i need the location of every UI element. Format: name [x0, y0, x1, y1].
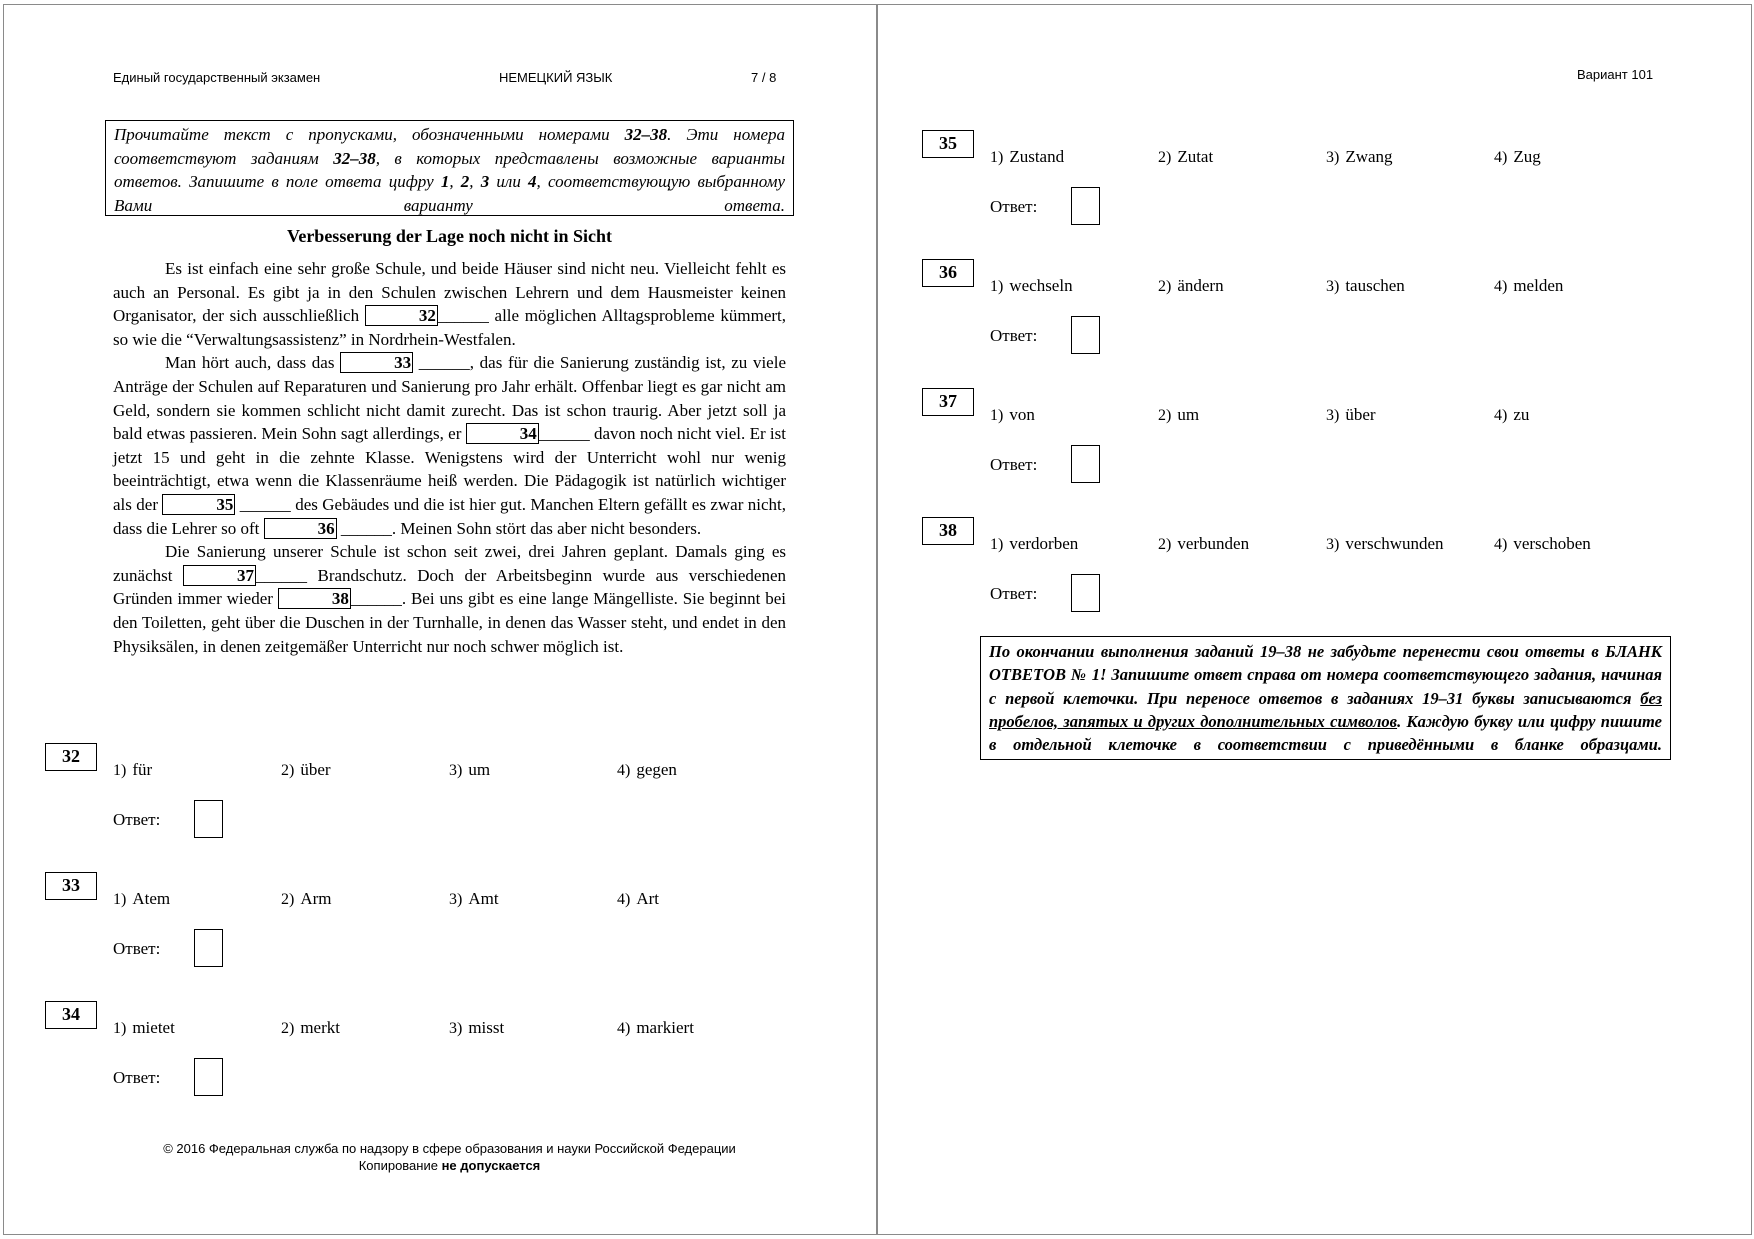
- text-run: davon noch nicht viel. Er ist jetzt 15 und geht in die zehnte Klasse. Wenigstens wird der Unterricht wohl nur wenig beeinträchtigt, etwa wenn die Klassenräume heiß werden. Die Pädagogik ist natürlich wichtiger als der: [113, 424, 786, 514]
- footer: [113, 1140, 786, 1174]
- option-text: wechseln: [1009, 276, 1073, 295]
- header-exam: Единый государственный экзамен: [113, 70, 321, 85]
- question-number: 33: [45, 872, 97, 900]
- option-text: über: [1345, 405, 1376, 424]
- instruction-text: ,: [469, 172, 481, 191]
- footer-text: Копирование: [358, 1158, 442, 1173]
- option-3[interactable]: [449, 889, 499, 909]
- paragraph: [113, 351, 786, 540]
- option-num: 4): [617, 1020, 631, 1037]
- option-3[interactable]: [1326, 147, 1393, 167]
- header-variant: Вариант 101: [1577, 67, 1654, 82]
- option-text: für: [132, 760, 153, 779]
- option-num: 2): [1158, 149, 1172, 166]
- option-num: 1): [113, 891, 127, 908]
- option-text: melden: [1513, 276, 1564, 295]
- gap-blank: ______: [418, 353, 470, 373]
- text-run: Man hört auch, dass das: [165, 353, 341, 373]
- answer-box[interactable]: [194, 800, 223, 838]
- question-number: 35: [922, 130, 974, 158]
- option-text: Zutat: [1177, 147, 1214, 166]
- option-text: verbunden: [1177, 534, 1250, 553]
- option-2[interactable]: [281, 1018, 340, 1038]
- option-1[interactable]: [113, 889, 170, 909]
- option-text: zu: [1513, 405, 1530, 424]
- option-2[interactable]: [1158, 276, 1224, 296]
- option-text: tauschen: [1345, 276, 1405, 295]
- instruction-text: , соответствующую выбранному Вами варианту ответа.: [114, 172, 785, 215]
- option-num: 3): [449, 891, 463, 908]
- option-num: 2): [1158, 278, 1172, 295]
- option-num: 1): [990, 407, 1004, 424]
- option-3[interactable]: [449, 1018, 504, 1038]
- option-num: 2): [1158, 536, 1172, 553]
- gap-blank: ______: [239, 494, 291, 514]
- option-4[interactable]: [1494, 405, 1529, 425]
- gap-number: 33: [340, 352, 413, 373]
- answer-label: Ответ:: [990, 197, 1038, 216]
- option-text: markiert: [636, 1018, 694, 1037]
- option-num: 4): [1494, 536, 1508, 553]
- paragraph: [113, 257, 786, 351]
- option-text: Art: [636, 889, 659, 908]
- option-num: 1): [990, 536, 1004, 553]
- option-text: Zwang: [1345, 147, 1393, 166]
- option-num: 3): [1326, 278, 1340, 295]
- option-num: 4): [617, 762, 631, 779]
- answer-box[interactable]: [1071, 574, 1100, 612]
- option-text: Zug: [1513, 147, 1541, 166]
- note-text: По окончании выполнения заданий 19–38 не забудьте перенести свои ответы в БЛАНК ОТВЕТОВ № 1! Запишите ответ справа от номера соответствующего задания, начиная с первой клеточки. При переносе ответов в заданиях 19–31 буквы записываются: [989, 642, 1662, 708]
- instruction-text: ,: [449, 172, 461, 191]
- footer-copy-note: [113, 1157, 786, 1174]
- option-num: 1): [113, 762, 127, 779]
- option-num: 2): [281, 1020, 295, 1037]
- option-num: 1): [990, 149, 1004, 166]
- option-text: über: [300, 760, 331, 779]
- instruction-text: или: [489, 172, 529, 191]
- option-text: verschoben: [1513, 534, 1591, 553]
- answer-label: Ответ:: [990, 584, 1038, 603]
- option-4[interactable]: [1494, 276, 1563, 296]
- option-2[interactable]: [1158, 147, 1213, 167]
- option-text: verschwunden: [1345, 534, 1444, 553]
- answer-box[interactable]: [1071, 316, 1100, 354]
- option-4[interactable]: [1494, 147, 1541, 167]
- option-num: 3): [1326, 407, 1340, 424]
- footer-copyright: © 2016 Федеральная служба по надзору в сфере образования и науки Российской Федерации: [163, 1141, 736, 1156]
- question-number: 32: [45, 743, 97, 771]
- option-text: um: [1177, 405, 1200, 424]
- option-1[interactable]: [990, 276, 1073, 296]
- question-number: 36: [922, 259, 974, 287]
- instruction-digit: 3: [480, 172, 490, 191]
- option-text: merkt: [300, 1018, 340, 1037]
- text-title: Verbesserung der Lage noch nicht in Sicht: [286, 226, 613, 246]
- gap-number: 38: [278, 588, 351, 609]
- text-run: , das für die Sanierung zuständig ist, zu viele Anträge der Schulen auf Reparaturen und Sanierung pro Jahr erhält. Offenbar liegt es gar nicht am Geld, sondern sie kommen schlicht nicht damit zurecht. Das ist schon traurig. Aber jetzt soll ja bald etwas passieren. Mein Sohn sagt allerdings, er: [113, 353, 786, 444]
- option-1[interactable]: [990, 534, 1078, 554]
- option-text: verdorben: [1009, 534, 1079, 553]
- header-page: 7 / 8: [751, 70, 777, 85]
- text-run: des Gebäudes und die ist hier gut. Manchen Eltern gefällt es zwar nicht, dass die Lehrer so oft: [113, 494, 787, 538]
- option-3[interactable]: [1326, 534, 1444, 554]
- option-num: 1): [990, 278, 1004, 295]
- instruction-digit: 1: [440, 172, 450, 191]
- option-num: 1): [113, 1020, 127, 1037]
- gap-number: 35: [162, 494, 235, 515]
- option-2[interactable]: [281, 889, 332, 909]
- option-1[interactable]: [990, 405, 1035, 425]
- option-4[interactable]: [617, 760, 677, 780]
- option-text: um: [468, 760, 491, 779]
- option-1[interactable]: [990, 147, 1064, 167]
- question-number: 38: [922, 517, 974, 545]
- gap-blank: ______: [538, 424, 590, 444]
- instruction-text: Прочитайте текст с пропусками, обозначенными номерами: [114, 125, 625, 144]
- option-text: Zustand: [1009, 147, 1065, 166]
- instruction-digit: 4: [528, 172, 537, 191]
- gap-blank: ______: [437, 306, 489, 326]
- option-num: 2): [1158, 407, 1172, 424]
- gap-blank: ______: [350, 589, 402, 609]
- option-num: 3): [1326, 149, 1340, 166]
- text-run: Die Sanierung unserer Schule ist schon seit zwei, drei Jahren geplant. Damals ging es zunächst: [113, 542, 786, 585]
- option-1[interactable]: [113, 1018, 175, 1038]
- option-2[interactable]: [1158, 405, 1199, 425]
- footer-bold: не допускается: [441, 1158, 541, 1173]
- answer-box[interactable]: [1071, 445, 1100, 483]
- answer-label: Ответ:: [113, 939, 161, 958]
- answer-label: Ответ:: [990, 326, 1038, 345]
- option-text: gegen: [636, 760, 677, 779]
- option-text: Arm: [300, 889, 332, 908]
- gap-blank: ______: [255, 565, 307, 585]
- answer-box[interactable]: [194, 929, 223, 967]
- text-run: . Bei uns gibt es eine lange Mängelliste. Sie beginnt bei den Toiletten, geht über die Duschen in der Turnhalle, in denen das Wasser steht, und endet in den Physiksälen, in denen zeitgemäßer Unterricht nur noch schwer möglich ist.: [113, 589, 786, 656]
- option-2[interactable]: [1158, 534, 1249, 554]
- gap-number: 37: [183, 565, 256, 586]
- option-4[interactable]: [1494, 534, 1591, 554]
- instruction-text: , в которых представлены возможные варианты ответов. Запишите в поле ответа цифру: [114, 148, 785, 191]
- instruction-digit: 2: [460, 172, 470, 191]
- text-run: . Meinen Sohn stört das aber nicht besonders.: [391, 518, 702, 538]
- note-text: . Каждую букву или цифру пишите в отдельной клеточке в соответствии с приведёнными в бланке образцами.: [989, 711, 1662, 755]
- question-number: 37: [922, 388, 974, 416]
- gap-number: 32: [365, 305, 438, 326]
- gap-number: 36: [264, 518, 337, 539]
- instruction-box: [105, 120, 794, 216]
- reading-text: [113, 257, 786, 658]
- option-text: von: [1009, 405, 1035, 424]
- option-3[interactable]: [1326, 405, 1376, 425]
- right-page: [876, 4, 1752, 1235]
- answer-label: Ответ:: [113, 1068, 161, 1087]
- instruction-range: 32–38: [624, 125, 668, 144]
- option-num: 2): [281, 891, 295, 908]
- option-num: 4): [1494, 149, 1508, 166]
- text-run: Brandschutz. Doch der Arbeitsbeginn wurde aus verschiedenen Gründen immer wieder: [113, 565, 786, 609]
- paragraph: [113, 540, 786, 658]
- text-run: Es ist einfach eine sehr große Schule, und beide Häuser sind nicht neu. Vielleicht fehlt es auch an Personal. Es gibt ja in den Schulen zwischen Lehrern und dem Hausmeister keinen Organisator, der sich ausschließlich: [113, 259, 786, 326]
- header-subject: НЕМЕЦКИЙ ЯЗЫК: [499, 70, 613, 85]
- answer-label: Ответ:: [990, 455, 1038, 474]
- gap-blank: ______: [340, 518, 392, 538]
- option-3[interactable]: [449, 760, 490, 780]
- option-3[interactable]: [1326, 276, 1405, 296]
- option-2[interactable]: [281, 760, 331, 780]
- answer-box[interactable]: [1071, 187, 1100, 225]
- option-4[interactable]: [617, 1018, 694, 1038]
- gap-number: 34: [466, 423, 539, 444]
- option-4[interactable]: [617, 889, 659, 909]
- option-text: Atem: [132, 889, 171, 908]
- answer-box[interactable]: [194, 1058, 223, 1096]
- note-underlined: без пробелов, запятых и других дополнительных символов: [989, 688, 1662, 731]
- option-num: 4): [617, 891, 631, 908]
- option-text: ändern: [1177, 276, 1224, 295]
- option-num: 3): [449, 762, 463, 779]
- instruction-range: 32–38: [333, 148, 376, 168]
- option-text: mietet: [132, 1018, 175, 1037]
- option-num: 3): [449, 1020, 463, 1037]
- text-run: alle möglichen Alltagsprobleme kümmert, so wie die “Verwaltungsassistenz” in Nordrhein-Westfalen.: [113, 306, 786, 349]
- option-num: 4): [1494, 278, 1508, 295]
- note-box: [980, 636, 1671, 760]
- option-text: Amt: [468, 889, 499, 908]
- option-text: misst: [468, 1018, 505, 1037]
- answer-label: Ответ:: [113, 810, 161, 829]
- option-1[interactable]: [113, 760, 152, 780]
- option-num: 3): [1326, 536, 1340, 553]
- instruction-text: . Эти номера соответствуют заданиям: [114, 125, 785, 168]
- option-num: 4): [1494, 407, 1508, 424]
- option-num: 2): [281, 762, 295, 779]
- question-number: 34: [45, 1001, 97, 1029]
